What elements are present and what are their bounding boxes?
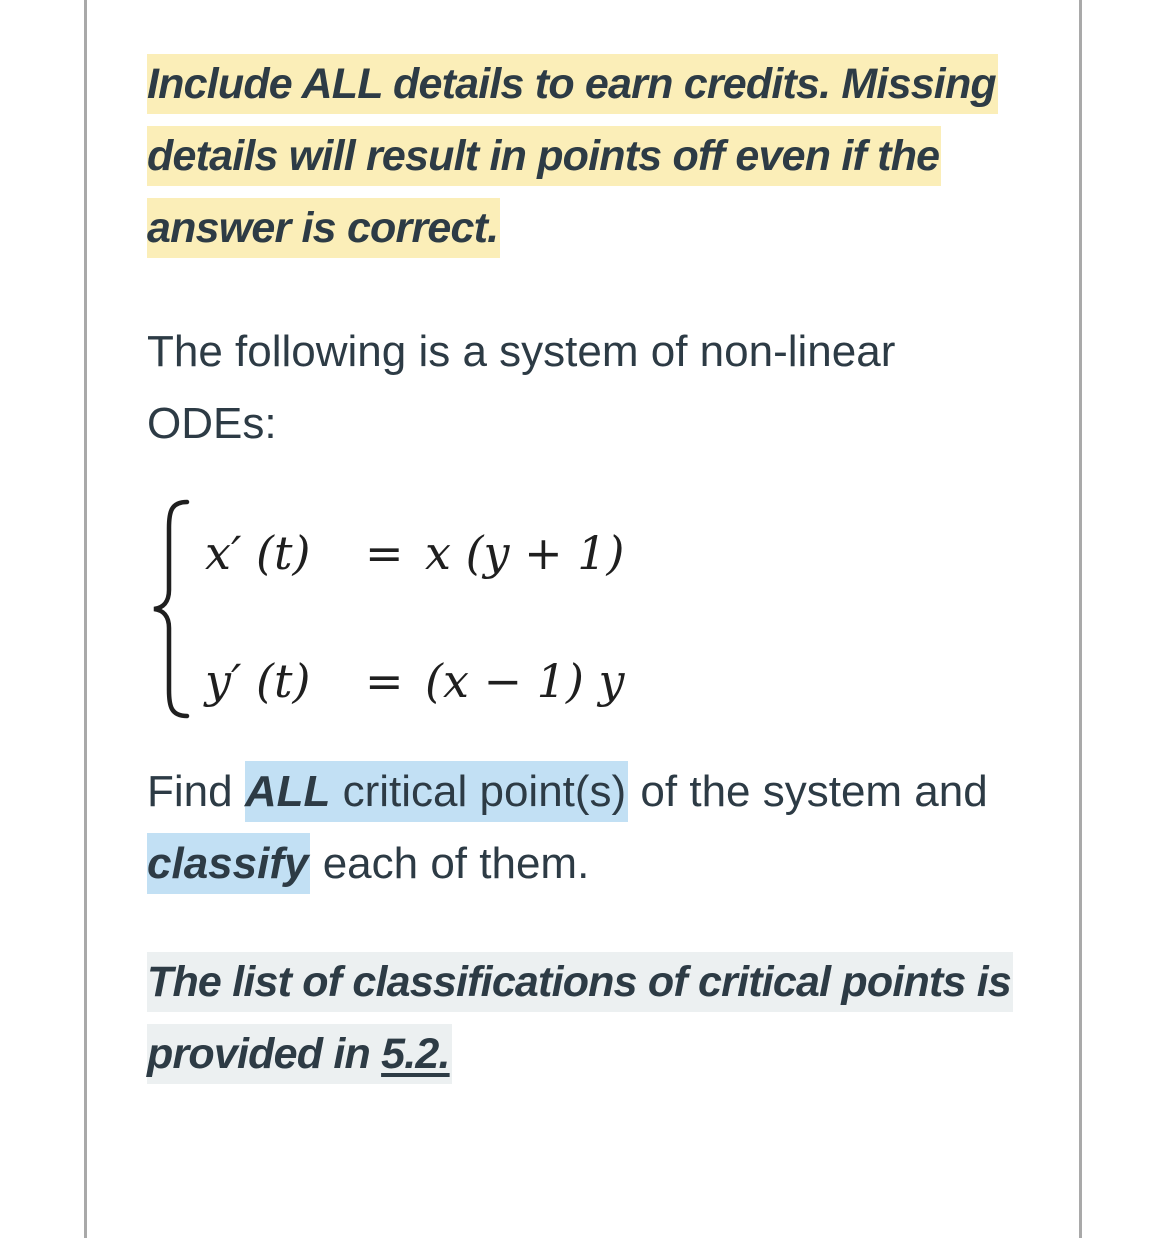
critical-points-highlight [245,761,628,822]
left-brace-icon [151,498,191,720]
ode-system [147,498,1027,728]
equation-rhs: x (y + 1) [425,526,625,580]
equation-equals: = [365,654,404,708]
task-rest-2: each of them. [310,839,590,888]
equation-lhs: y′ (t) [205,654,311,708]
equation-lhs: x′ (t) [205,526,311,580]
credit-notice-text: Include ALL details to earn credits. Missing details will result in points off even if the answer is correct. [147,54,998,258]
task-find: Find [147,767,245,816]
task-rest-1: of the system and [628,767,988,816]
task-all-emphasis: ALL [244,767,331,816]
classification-note-highlight [147,952,1013,1084]
equation-row-x [205,526,625,580]
system-intro: The following is a system of non-linear ODEs: [147,327,896,448]
task-instructions [147,756,1027,900]
classification-note-text: The list of classifications of critical points is provided in [147,958,1012,1078]
equation-equals: = [365,526,404,580]
equation-rhs: (x − 1) y [425,654,625,708]
section-5-2-link[interactable]: 5.2. [381,1030,450,1078]
equation-row-y [205,654,625,708]
task-critical-points: critical point(s) [330,767,627,816]
classification-note [147,946,1027,1090]
credit-notice [147,48,1027,264]
task-classify-emphasis: classify [147,833,310,894]
question-content [147,48,1027,1090]
